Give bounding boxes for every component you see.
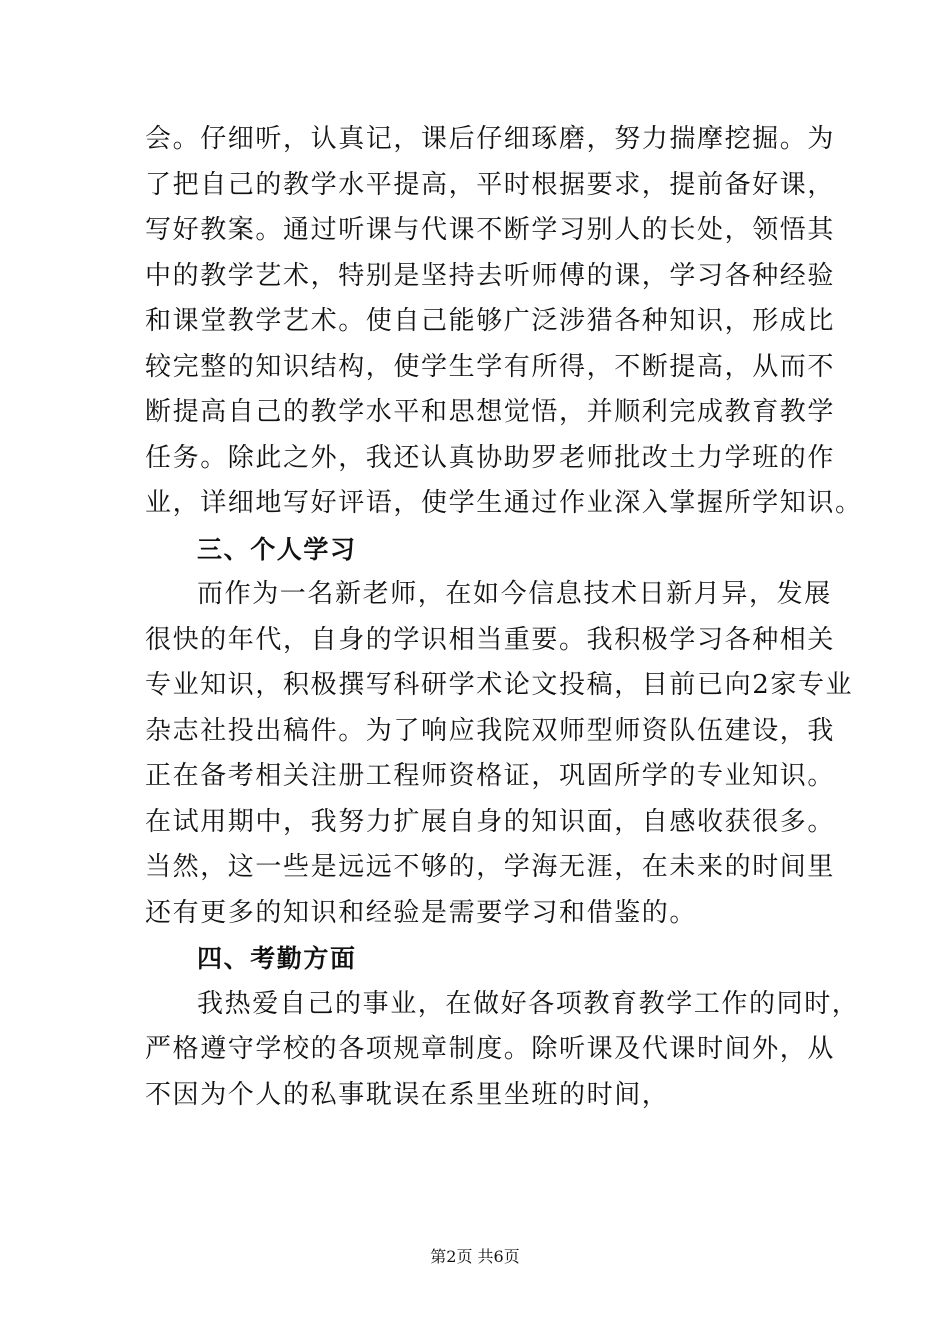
paragraph-line: 较完整的知识结构，使学生学有所得，不断提高，从而不 — [145, 351, 836, 382]
paragraph-line: 专业知识，积极撰写科研学术论文投稿，目前已向2家专业 — [145, 670, 854, 700]
paragraph-line: 很快的年代，自身的学识相当重要。我积极学习各种相关 — [145, 624, 836, 655]
paragraph-line: 写好教案。通过听课与代课不断学习别人的长处，领悟其 — [145, 215, 836, 245]
paragraph-line: 正在备考相关注册工程师资格证，巩固所学的专业知识。 — [145, 761, 836, 791]
paragraph-line: 在试用期中，我努力扩展自身的知识面，自感收获很多。 — [145, 806, 836, 837]
paragraph-line: 严格遵守学校的各项规章制度。除听课及代课时间外，从 — [145, 1034, 836, 1064]
paragraph-line: 了把自己的教学水平提高，平时根据要求，提前备好课， — [145, 169, 836, 200]
paragraph-line: 不因为个人的私事耽误在系里坐班的时间， — [145, 1079, 670, 1110]
paragraph-line: 和课堂教学艺术。使自己能够广泛涉猎各种知识，形成比 — [145, 306, 836, 336]
section-heading-attendance: 四、考勤方面 — [197, 944, 357, 973]
paragraph-line: 当然，这一些是远远不够的，学海无涯，在未来的时间里 — [145, 852, 836, 882]
paragraph-line: 还有更多的知识和经验是需要学习和借鉴的。 — [145, 897, 698, 928]
section-heading-personal-study: 三、个人学习 — [197, 534, 357, 564]
document-body — [145, 117, 863, 1118]
paragraph-line: 杂志社投出稿件。为了响应我院双师型师资队伍建设，我 — [145, 715, 836, 746]
paragraph-line: 而作为一名新老师，在如今信息技术日新月异，发展 — [197, 579, 832, 609]
paragraph-line: 中的教学艺术，特别是坚持去听师傅的课，学习各种经验 — [145, 260, 836, 291]
paragraph-line: 我热爱自己的事业，在做好各项教育教学工作的同时， — [197, 988, 860, 1019]
page-number-footer: 第2页 共6页 — [430, 1247, 520, 1266]
paragraph-line: 任务。除此之外，我还认真协助罗老师批改土力学班的作 — [145, 442, 836, 473]
paragraph-line: 会。仔细听，认真记，课后仔细琢磨，努力揣摩挖掘。为 — [145, 124, 836, 154]
paragraph-line: 业，详细地写好评语，使学生通过作业深入掌握所学知识。 — [145, 488, 863, 518]
paragraph-line: 断提高自己的教学水平和思想觉悟，并顺利完成教育教学 — [145, 397, 836, 427]
